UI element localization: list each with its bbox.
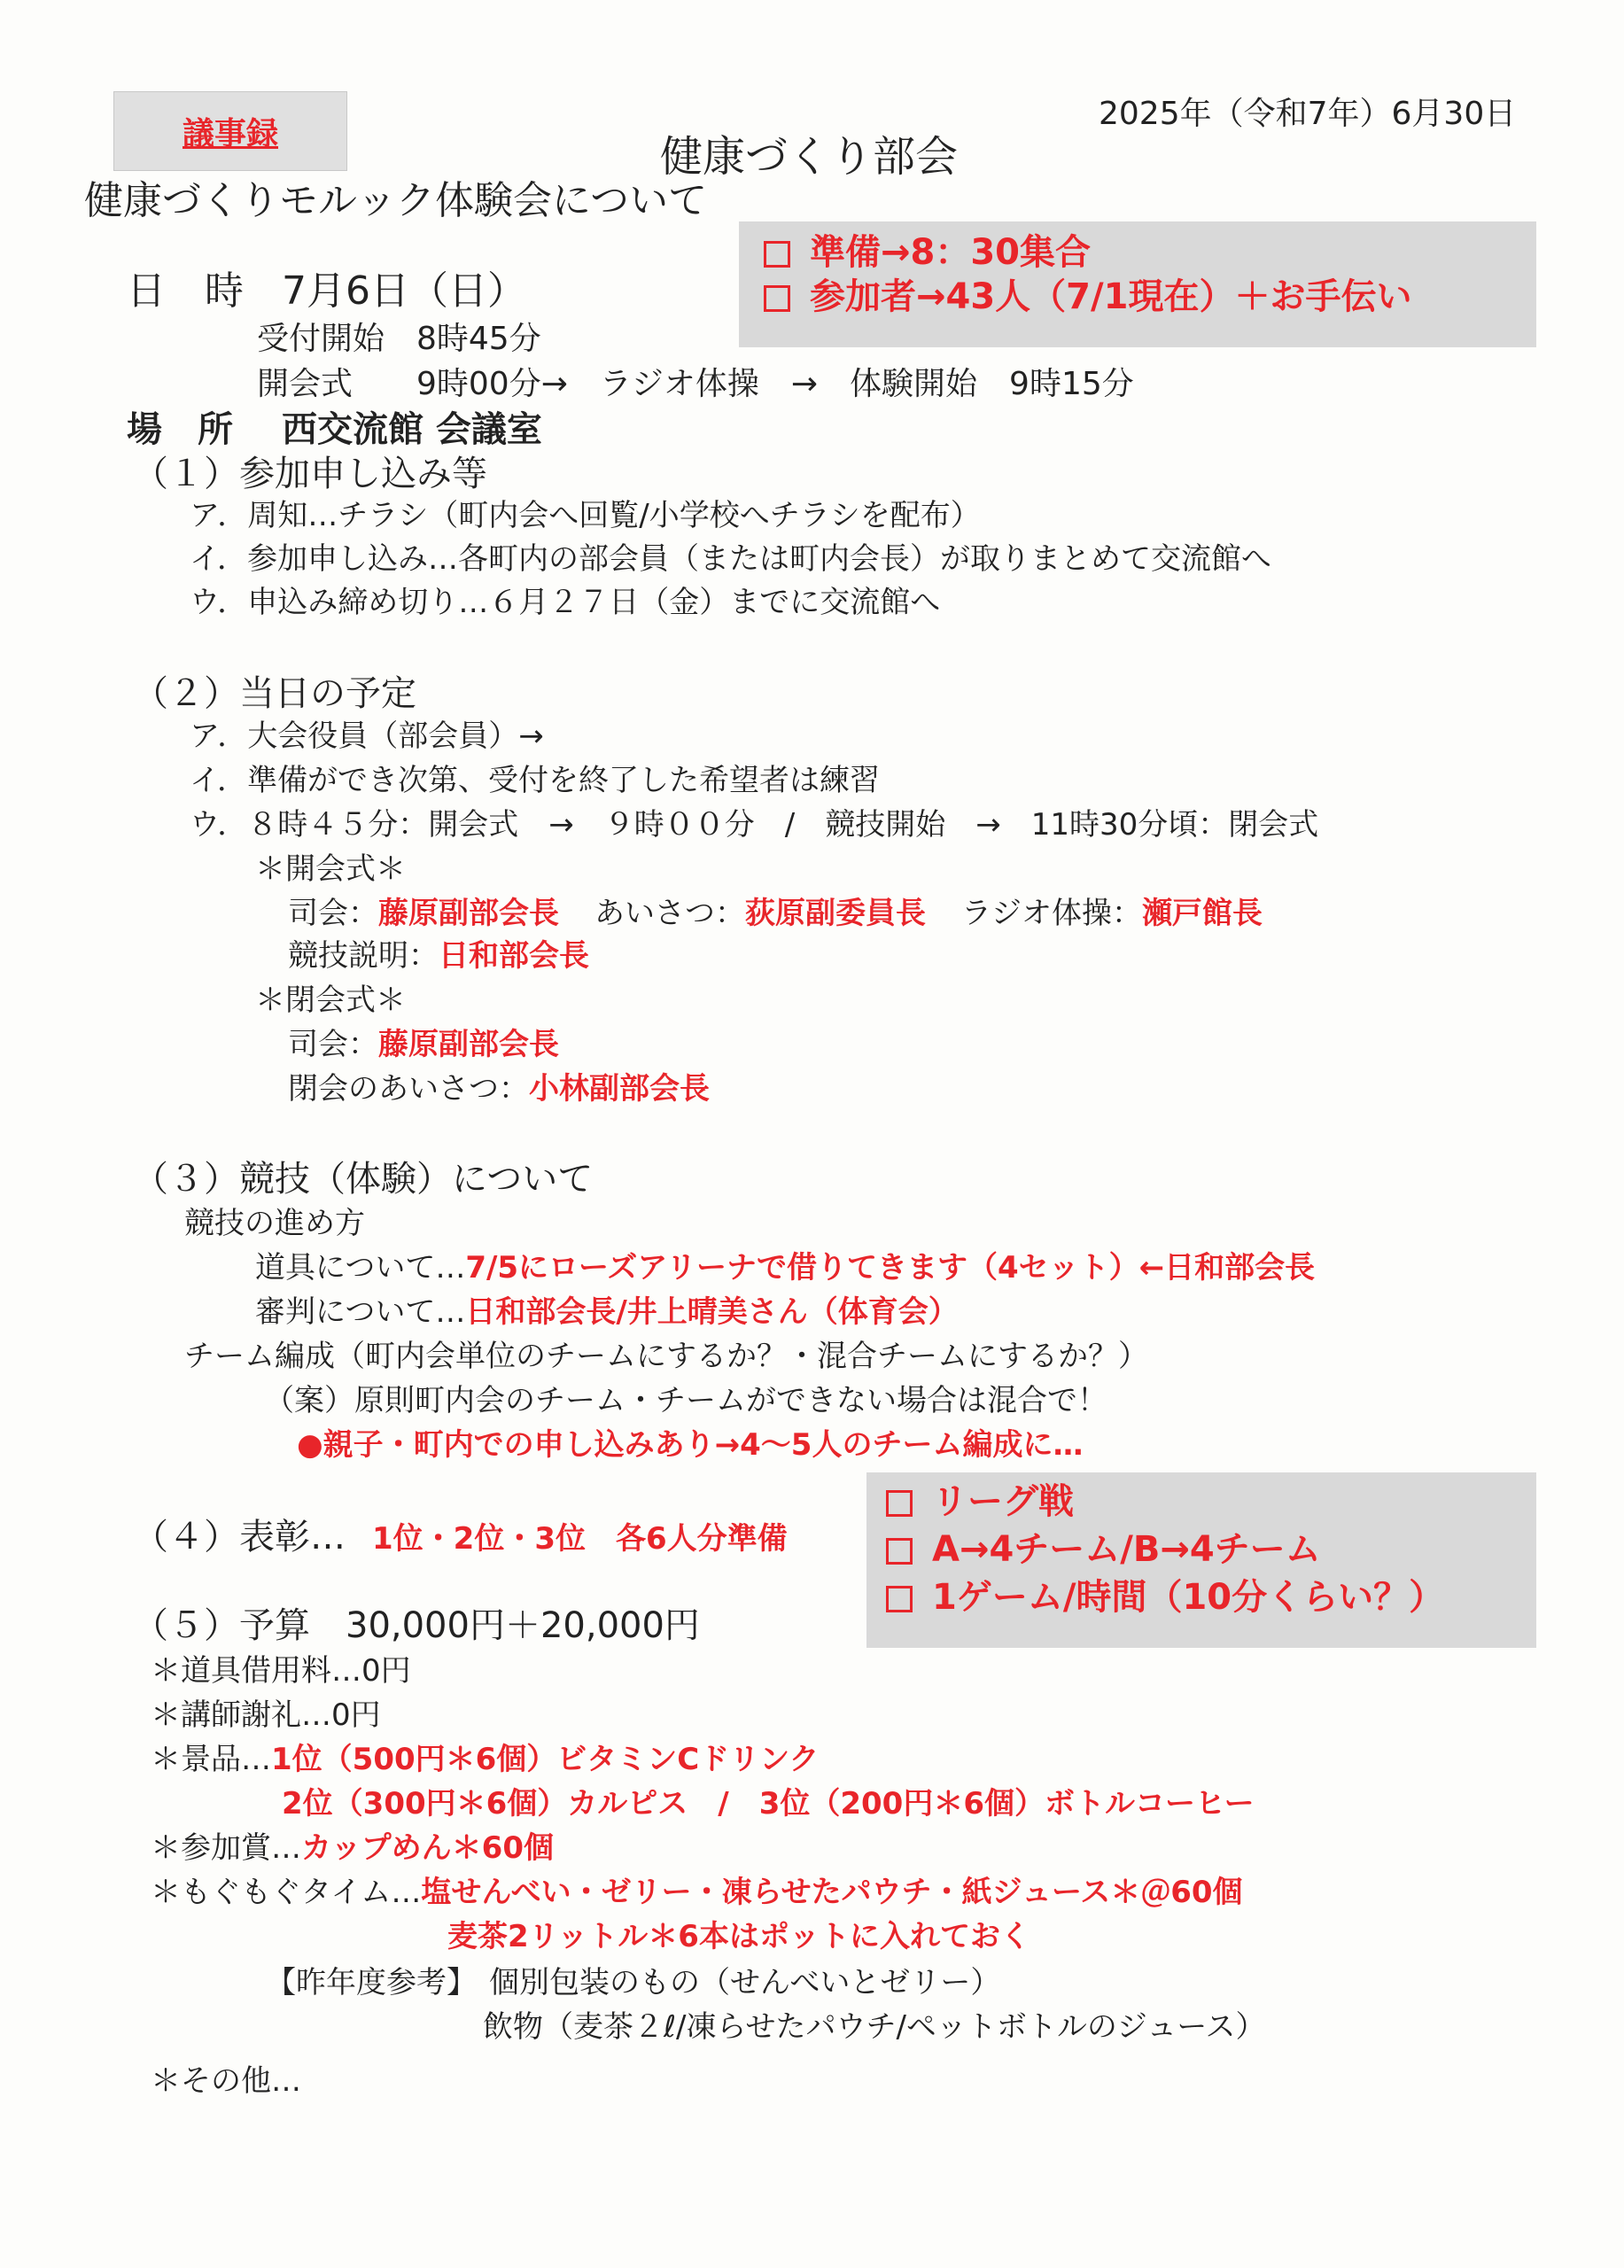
section2-item: ウ．８時４５分：開会式 → ９時００分 / 競技開始 → 11時30分頃：閉会式	[190, 807, 1319, 843]
section1-item: イ．参加申し込み…各町内の部会員（または町内会長）が取りまとめて交流館へ	[190, 541, 1271, 577]
checklist-mid-item: 1ゲーム/時間（10分くらい？）	[886, 1577, 1444, 1618]
closing-ceremony-label: ＊閉会式＊	[255, 983, 406, 1018]
opening-roles: 司会：藤原副部会長 あいさつ：荻原副委員長 ラジオ体操：瀬戸館長	[288, 896, 1263, 931]
prize-line-2: 2位（300円＊6個）カルピス / 3位（200円＊6個）ボトルコーヒー	[282, 1786, 1255, 1821]
section3-heading: （３）競技（体験）について	[133, 1159, 594, 1200]
section2-item: イ．準備ができ次第、受付を終了した希望者は練習	[190, 763, 880, 798]
section2-heading: （２）当日の予定	[133, 673, 416, 714]
prize-line: ＊景品…1位（500円＊6個）ビタミンCドリンク	[151, 1742, 820, 1777]
section2-item: ア．大会役員（部会員）→	[190, 718, 544, 754]
closing-greeting-role: 閉会のあいさつ：小林副部会長	[288, 1071, 710, 1107]
checkbox-icon	[886, 1490, 913, 1517]
tea-note: 麦茶2リットル＊6本はポットに入れておく	[447, 1919, 1030, 1954]
checklist-mid-item: リーグ戦	[886, 1481, 1074, 1522]
rental-fee: ＊道具借用料…0円	[151, 1653, 411, 1689]
explanation-role: 競技説明：日和部会長	[288, 938, 589, 974]
place-value: 西交流館 会議室	[282, 409, 542, 450]
section1-item: ウ．申込み締め切り…６月２７日（金）までに交流館へ	[190, 585, 941, 620]
section1-heading: （１）参加申し込み等	[133, 454, 487, 494]
team-note: ●親子・町内での申し込みあり→4～5人のチーム編成に…	[297, 1427, 1084, 1463]
closing-mc-role: 司会：藤原副部会長	[288, 1027, 559, 1062]
snack-time: ＊もぐもぐタイム…塩せんべい・ゼリー・凍らせたパウチ・紙ジュース＊＠60個	[151, 1875, 1243, 1910]
team-formation: チーム編成（町内会単位のチームにするか？・混合チームにするか？）	[184, 1339, 1148, 1374]
document-date: 2025年（令和7年）6月30日	[1099, 96, 1517, 132]
minutes-label: 議事録	[182, 115, 278, 152]
opening-ceremony-label: ＊開会式＊	[255, 851, 406, 887]
referee-line: 審判について…日和部会長/井上晴美さん（体育会）	[255, 1294, 959, 1330]
checkbox-icon	[886, 1538, 913, 1565]
datetime-value: 7月6日（日）	[282, 268, 526, 314]
checkbox-icon	[886, 1586, 913, 1612]
competition-method: 競技の進め方	[184, 1206, 365, 1241]
team-proposal: （案）原則町内会のチーム・チームができない場合は混合で！	[264, 1383, 1107, 1418]
section4-heading: （４）表彰…	[133, 1517, 346, 1557]
section1-item: ア．周知…チラシ（町内会へ回覧/小学校へチラシを配布）	[190, 498, 981, 533]
place-label: 場 所	[127, 409, 233, 450]
section5-heading: （５）予算 30,000円＋20,000円	[133, 1605, 700, 1646]
checklist-top-item: 参加者→43人（7/1現在）＋お手伝い	[764, 276, 1411, 317]
reception-time: 受付開始 8時45分	[257, 321, 541, 357]
page-subtitle: 健康づくりモルック体験会について	[84, 178, 708, 223]
tools-line: 道具について…7/5にローズアリーナで借りてきます（4セット）←日和部会長	[255, 1250, 1316, 1285]
checkbox-icon	[764, 285, 790, 312]
minutes-label-box	[113, 91, 347, 171]
checkbox-icon	[764, 241, 790, 268]
other-items: ＊その他…	[151, 2063, 301, 2099]
instructor-fee: ＊講師謝礼…0円	[151, 1697, 381, 1733]
awards-value: 1位・2位・3位 各6人分準備	[372, 1521, 788, 1557]
checklist-top-item: 準備→8：30集合	[764, 232, 1091, 273]
participation-prize: ＊参加賞…カップめん＊60個	[151, 1830, 554, 1866]
opening-time: 開会式 9時00分→ ラジオ体操 → 体験開始 9時15分	[257, 366, 1134, 402]
page-title: 健康づくり部会	[660, 132, 959, 182]
last-year-drinks: 飲物（麦茶２ℓ/凍らせたパウチ/ペットボトルのジュース）	[483, 2009, 1266, 2045]
last-year-reference: 【昨年度参考】 個別包装のもの（せんべいとゼリー）	[266, 1965, 1001, 2000]
datetime-label: 日 時	[127, 268, 244, 314]
checklist-mid-item: A→4チーム/B→4チーム	[886, 1529, 1321, 1570]
